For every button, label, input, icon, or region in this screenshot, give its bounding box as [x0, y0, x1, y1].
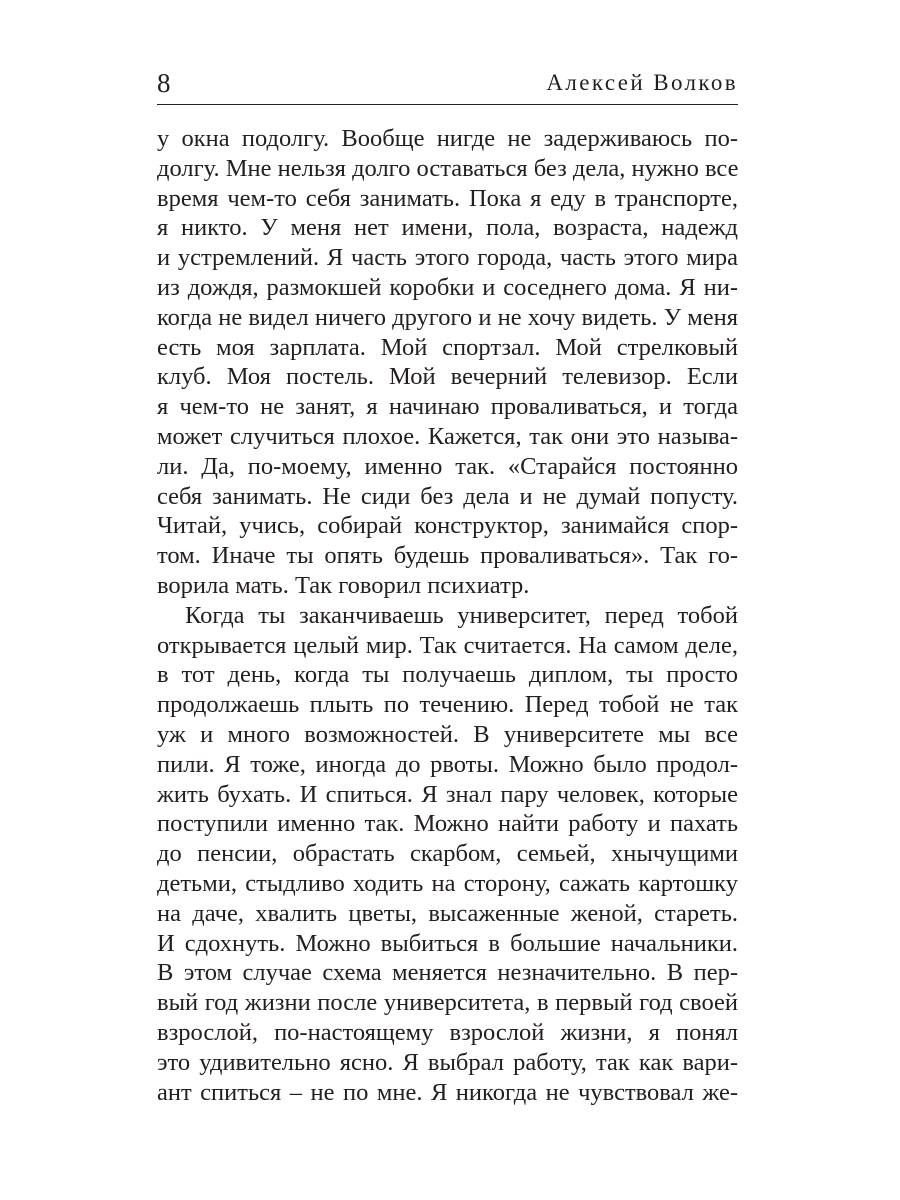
text-line: время чем-то себя занимать. Пока я еду в транспорте, — [157, 184, 738, 212]
text-line: пили. Я тоже, иногда до рвоты. Можно было продол- — [157, 750, 738, 778]
text-line: может случиться плохое. Кажется, так они это называ- — [157, 422, 738, 450]
text-line: долгу. Мне нельзя долго оставаться без дела, нужно все — [157, 154, 739, 182]
paragraph-end-line: ворила мать. Так говорил психиатр. — [157, 571, 530, 599]
text-line: себя занимать. Не сиди без дела и не думай попусту. — [157, 482, 738, 510]
text-line: продолжаешь плыть по течению. Перед тобой не так — [157, 691, 738, 719]
text-line: клуб. Моя постель. Мой вечерний телевизор. Если — [157, 363, 738, 391]
text-line: и устремлений. Я часть этого города, часть этого мира — [157, 244, 738, 272]
paragraph-start-line: Когда ты заканчиваешь университет, перед тобой — [185, 601, 738, 629]
text-line: И сдохнуть. Можно выбиться в большие начальники. — [157, 929, 738, 957]
text-line: на даче, хвалить цветы, высаженные женой, стареть. — [157, 899, 738, 927]
text-line: до пенсии, обрастать скарбом, семьей, хнычущими — [157, 840, 738, 868]
text-line: ант спиться – не по мне. Я никогда не чувствовал же- — [157, 1078, 738, 1106]
text-line: когда не видел ничего другого и не хочу видеть. У меня — [157, 303, 738, 331]
text-line: из дождя, размокшей коробки и соседнего дома. Я ни- — [157, 273, 738, 301]
text-line: поступили именно так. Можно найти работу и пахать — [157, 810, 738, 838]
text-line: у окна подолгу. Вообще нигде не задерживаюсь по- — [157, 125, 738, 152]
running-head — [157, 66, 738, 100]
header-rule-divider — [157, 104, 738, 105]
text-line: уж и много возможностей. В университете мы все — [157, 720, 738, 748]
text-line: жить бухать. И спиться. Я знал пару человек, которые — [157, 780, 738, 808]
text-line: ли. Да, по-моему, именно так. «Старайся постоянно — [157, 452, 738, 480]
text-line: открывается целый мир. Так считается. На самом деле, — [157, 631, 738, 659]
text-line: в тот день, когда ты получаешь диплом, ты просто — [157, 661, 738, 689]
page-number: 8 — [157, 68, 171, 98]
text-line: Читай, учись, собирай конструктор, занимайся спор- — [157, 512, 738, 540]
text-line: детьми, стыдливо ходить на сторону, сажать картошку — [157, 869, 738, 897]
text-line: есть моя зарплата. Мой спортзал. Мой стрелковый — [157, 333, 738, 361]
text-line: том. Иначе ты опять будешь проваливаться». Так го- — [157, 542, 738, 570]
text-line: взрослой, по-настоящему взрослой жизни, я понял — [157, 1018, 738, 1046]
text-line: я чем-то не занят, я начинаю проваливаться, и тогда — [157, 393, 738, 421]
text-line: это удивительно ясно. Я выбрал работу, так как вари- — [157, 1048, 738, 1076]
running-head-author: Алексей Волков — [546, 70, 738, 95]
text-line: я никто. У меня нет имени, пола, возраста, надежд — [157, 214, 738, 242]
body-text — [157, 124, 738, 1107]
text-line: вый год жизни после университета, в первый год своей — [157, 989, 738, 1017]
text-line: В этом случае схема меняется незначительно. В пер- — [157, 959, 738, 987]
